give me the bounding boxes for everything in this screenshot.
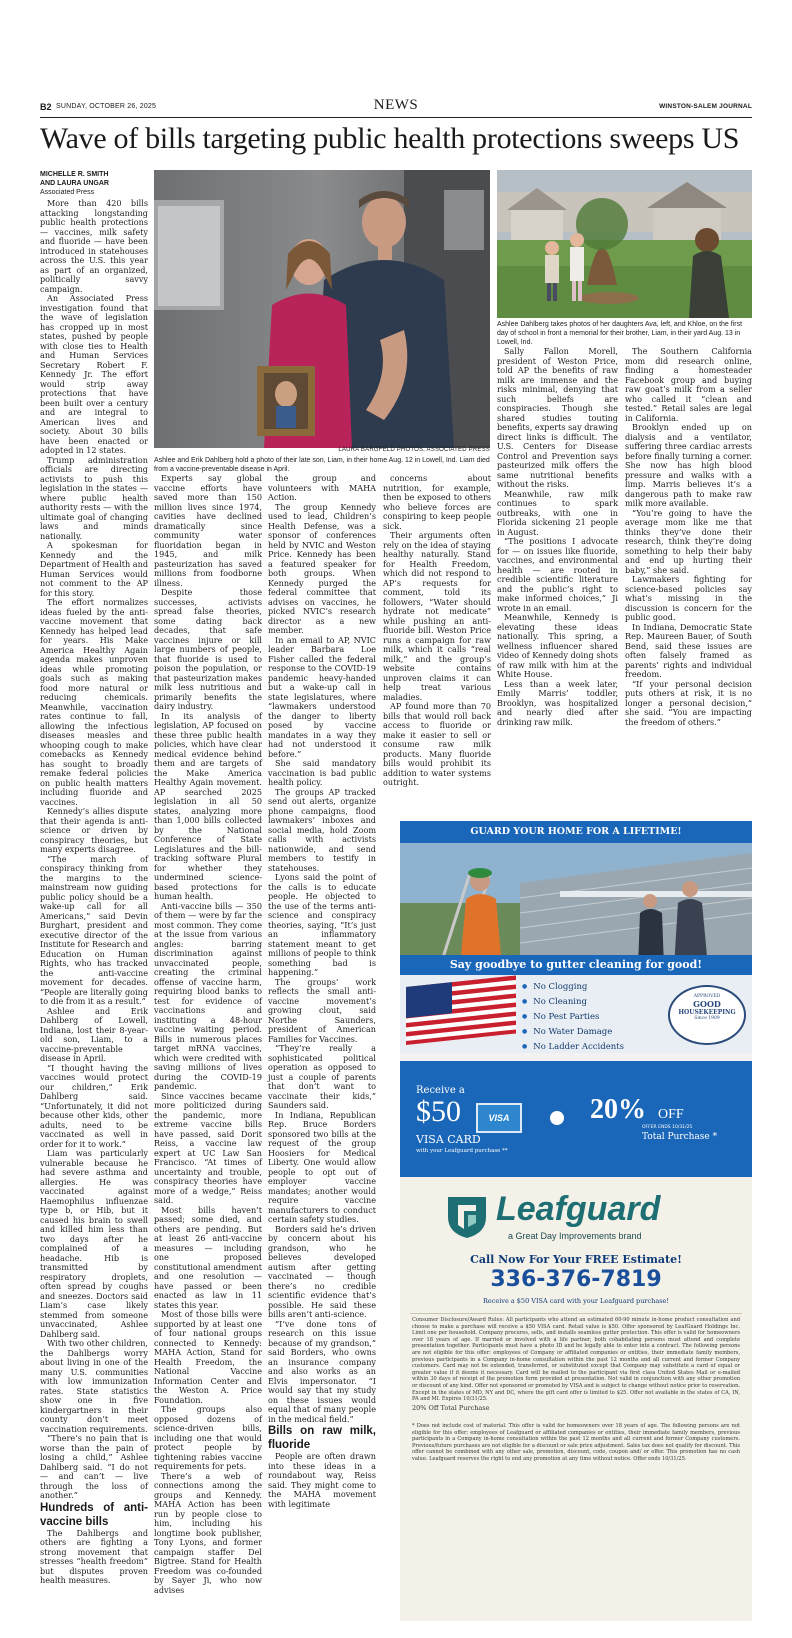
american-flag-icon	[406, 977, 520, 1047]
seal-line1: GOOD	[693, 999, 721, 1009]
article-column-1	[40, 170, 148, 1585]
offer-receive: Receive a	[416, 1085, 465, 1096]
cta-sub: Receive a $50 VISA card with your Leafguard purchase!	[482, 1297, 670, 1305]
paragraph: “You’re going to have the average mom like me that thinks they’ve done their research, think they’re doing something to help their baby and end up hurting their baby,” she said.	[625, 507, 752, 575]
paragraph: A spokesman for Kennedy and the Department of Health and Human Services would not comment to the AP for this story.	[40, 540, 148, 598]
offer-card-label: VISA CARD	[416, 1133, 481, 1146]
seal-bottom: Since 1909	[694, 1016, 720, 1021]
paragraph: “The march of conspiracy thinking from the margins to the mainstream now guiding public policy should be a wake-up call for all Americans,” said Devin Burghart, president and executive director of the Institute for Research and Education on Human Rights, who has tracked the anti-vaccine movement for decades. “People are literally going to die from it as a result.”	[40, 853, 148, 1006]
cta-phone[interactable]: 336-376-7819	[490, 1267, 662, 1292]
header-rule	[40, 117, 752, 118]
benefit-item: ● No Clogging	[522, 979, 652, 994]
page-number: B2	[40, 102, 52, 112]
photo-caption-side: Ashlee Dahlberg takes photos of her daughters Ava, left, and Khloe, on the first day of school in front a memorial for their brother, Liam, in their yard Aug. 13 in Lowell, Ind.	[497, 321, 743, 346]
paragraph: People are often drawn into these ideas in a roundabout way, Reiss said. They might come to the MAHA movement with legitimate	[268, 1451, 376, 1509]
ad-photo-installers	[400, 843, 752, 967]
paragraph: In an email to AP, NVIC leader Barbara Loe Fisher called the federal response to the COVID-19 pandemic heavy-handed but a wake-up call in state legislatures, where “lawmakers understood the danger to liberty posed by vaccine mandates in a way they had not understood it before.”	[268, 634, 376, 759]
benefit-item: ● No Pest Parties	[522, 1009, 652, 1024]
offer-amount: $50	[416, 1095, 461, 1128]
paragraph: “They’re really a sophisticated political operation as opposed to just a couple of parents that don’t want to vaccinate their kids,” Saunders said.	[268, 1043, 376, 1110]
benefit-item: ● No Cleaning	[522, 994, 652, 1009]
paragraph: More than 420 bills attacking longstanding public health protections — vaccines, milk safety and fluoride — have been introduced in statehouses across the U.S. this year as part of an organized, politically savvy campaign.	[40, 198, 148, 294]
paragraph: With two other children, the Dahlbergs worry about living in one of the many U.S. communities with low immunization rates. State statistics show one in five kindergartners in their county don’t meet vaccination requirements.	[40, 1338, 148, 1434]
photo-credit: LAURA BARGFELD PHOTOS, ASSOCIATED PRESS	[338, 447, 490, 453]
section-name: NEWS	[373, 97, 419, 113]
paragraph: Ashlee and Erik Dahlberg of Lowell, Indiana, lost their 8-year-old son, Liam, to a vaccine-preventable disease in April.	[40, 1005, 148, 1063]
photo-dahlberg-parents	[154, 170, 490, 448]
ad-brand-panel	[400, 1177, 752, 1621]
photo-memorial-yard	[497, 170, 752, 318]
paragraph: “If your personal decision puts others at risk, it is no longer a personal decision,” she said. “You are impacting the freedom of others.”	[625, 678, 752, 727]
paragraph: The group Kennedy used to lead, Children’s Health Defense, was a sponsor of conferences held by NVIC and Weston Price. Kennedy has been a featured speaker for both groups. When Kennedy purged the federal committee that advises on vaccines, he picked NVIC’s research director as a new member.	[268, 501, 376, 635]
article-column-5	[497, 347, 618, 813]
paragraph: She said mandatory vaccination is bad public health policy.	[268, 758, 376, 787]
paragraph: Less than a week later, Emily Marris’ toddler, Brooklyn, was hospitalized and nearly died after drinking raw milk.	[497, 678, 618, 727]
headline: Wave of bills targeting public health protections sweeps US	[40, 122, 740, 155]
paragraph: The Southern California mom did research online, finding a homesteader Facebook group and buying raw goat’s milk from a seller who called it “clean and tested.” Retail sales are legal in California.	[625, 346, 752, 423]
issue-date: SUNDAY, OCTOBER 26, 2025	[56, 103, 157, 110]
ad-mid-banner: Say goodbye to gutter cleaning for good!	[400, 955, 752, 975]
offer-ends: OFFER ENDS 10/31/25	[642, 1125, 693, 1130]
article-column-4	[383, 474, 491, 814]
paragraph: Lyons said the point of the calls is to educate people. He objected to the use of the terms anti-science and conspiracy theories, saying, “It’s just an inflammatory statement meant to get millions of people to think something bad is happening.”	[268, 872, 376, 977]
paragraph: Their arguments often rely on the idea of staying healthy naturally. Stand for Health Freedom, which did not respond to AP’s requests for comment, told its followers, “Water should hydrate not medicate” while pushing an anti-fluoride bill. Weston Price runs a campaign for raw milk, which it calls “real milk,” and the group’s website contains unproven claims it can help treat various maladies.	[383, 530, 491, 702]
good-housekeeping-seal	[668, 985, 746, 1045]
article-column-3	[268, 474, 376, 1534]
offer-divider-dot	[550, 1111, 564, 1125]
paragraph: Most of those bills were supported by at least one of four national groups connected to Kennedy: MAHA Action, Stand for Health Freedom, the National Vaccine Information Center and the Weston A. Price Foundation.	[154, 1309, 262, 1405]
ad-offer-panel	[400, 1061, 752, 1177]
fine-print-20: 20% Off Total Purchase	[412, 1404, 490, 1412]
paragraph: “I’ve done tons of research on this issue because of my grandson,” said Borders, who owns an insurance company and also works as an Elvis impersonator. “I would say that my study on these issues would equal that of many people in the medical field.”	[268, 1318, 376, 1424]
photo-caption-main: Ashlee and Erik Dahlberg hold a photo of their late son, Liam, in their home Aug. 12 in Lowell, Ind. Liam died from a vaccine-preventable disease in April.	[154, 457, 490, 473]
brand-sub: a Great Day Improvements brand	[508, 1231, 642, 1241]
seal-top: APPROVED	[693, 994, 721, 999]
offer-total: Total Purchase *	[642, 1132, 718, 1142]
ad-divider	[410, 1313, 742, 1314]
paragraph: Sally Fallon Morell, president of Weston Price, told AP the benefits of raw milk are immense and the risks minimal, denying that such beliefs are conspiracies. Though she shared studies touting benefits, experts say drawing direct links is difficult. The U.S. Centers for Disease Control and Prevention says pasteurized milk offers the same nutritional benefits without the risks.	[497, 346, 619, 489]
paragraph: Since vaccines became more politicized during the pandemic, more extreme vaccine bills have passed, said Dorit Reiss, a vaccine law expert at UC Law San Francisco. “At times of uncertainty and trouble, conspiracy theories have more of a wedge,” Reiss said.	[154, 1090, 262, 1205]
subhead: Bills on raw milk, fluoride	[268, 1425, 376, 1451]
paragraph: The groups AP tracked send out alerts, organize phone campaigns, flood lawmakers’ inboxes and social media, hold Zoom calls with activists nationwide, and send members to testify in statehouses.	[268, 786, 376, 873]
paragraph: concerns about nutrition, for example, then be exposed to others who believe forces are conspiring to keep people sick.	[383, 473, 491, 531]
seal-line2: HOUSEKEEPING	[678, 1009, 736, 1016]
paragraph: The groups’ work reflects the small anti-vaccine movement’s growing clout, said Northe Saunders, president of American Families for Vaccines.	[268, 976, 376, 1044]
benefit-item: ● No Water Damage	[522, 1024, 652, 1039]
byline	[40, 170, 148, 197]
leafguard-shield-icon	[446, 1193, 488, 1239]
visa-card-icon: VISA	[476, 1103, 522, 1133]
paragraph: Meanwhile, Kennedy is elevating these ideas nationally. This spring, a wellness influencer shared video of Kennedy doing shots of raw milk with him at the White House.	[497, 612, 618, 679]
ad-top-banner: GUARD YOUR HOME FOR A LIFETIME!	[400, 821, 752, 843]
folio	[40, 97, 752, 116]
offer-card-sub: with your Leafguard purchase **	[416, 1148, 508, 1154]
paragraph: In Indiana, Republican Rep. Bruce Borders sponsored two bills at the request of the group Hoosiers for Medical Liberty. One would allow people to opt out of employer vaccine mandates; another would require vaccine manufacturers to conduct certain safety studies.	[268, 1109, 376, 1224]
ad-benefits-list	[522, 979, 652, 1054]
paragraph: Meanwhile, raw milk continues to spark outbreaks, with one in Florida sickening 21 people in August.	[497, 488, 618, 537]
benefit-item: ● No Ladder Accidents	[522, 1039, 652, 1054]
photo-image	[154, 170, 490, 448]
paragraph: AP found more than 70 bills that would roll back access to fluoride or make it easier to sell or consume raw milk products. Many fluoride bills would prohibit its addition to water systems outright.	[383, 701, 491, 787]
byline-authors-2: AND LAURA UNGAR	[40, 180, 109, 187]
paragraph: Lawmakers fighting for science-based policies say what’s missing in the discussion is concern for the public good.	[625, 574, 752, 622]
byline-org: Associated Press	[40, 189, 95, 196]
paragraph: There’s a web of connections among the groups and Kennedy. MAHA Action has been run by people close to him, including his longtime book publisher, Tony Lyons, and former campaign staffer Del Bigtree. Stand for Health Freedom was co-founded by Sayer Ji, who now advises	[154, 1470, 262, 1595]
paragraph: The effort normalizes ideas fueled by the anti-vaccine movement that Kennedy has helped lead for years. His Make America Healthy Again agenda makes unproven ideas while promoting goals such as making food more natural or reducing chemicals. Meanwhile, vaccination rates continue to fall, allowing the infectious diseases measles and whooping cough to make comebacks as Kennedy has sought to broadly remake federal policies on public health matters including fluoride and vaccines.	[40, 597, 148, 807]
leafguard-ad[interactable]	[400, 821, 752, 1621]
paragraph: “There’s no pain that is worse than the pain of losing a child,” Ashlee Dahlberg said. “I do not — and can’t — live through the loss of another.”	[40, 1433, 148, 1500]
paragraph: Borders said he’s driven by concern about his grandson, who he believes developed autism after getting vaccinated — though there’s no credible scientific evidence that’s possible. He said these bills aren’t anti-science.	[268, 1223, 376, 1319]
fine-print-2: * Does not include cost of material. This offer is valid for homeowners over 18 years of age. The following persons are not eligible for this offer: employees of Leafguard or affiliated companies or entities, their immediate family members, previous participants in a Company in-home consultation within the past 12 months and all current and former Company customers. Previous/future purchases are not eligible for a discount or sale price adjustment. Sales tax does not qualify for discount. This offer cannot be combined with any other sale, promotion, discount, code, coupon and/ or offer. This promotion has no cash value. Leafguard reserves the right to end any promotion at any time without notice. Offer ends 10/31/25.	[412, 1423, 740, 1462]
paragraph: “The positions I advocate for — on issues like fluoride, vaccines, and environmental health — are rooted in credible scientific literature and the public’s right to make informed choices,” Ji wrote in an email.	[497, 536, 618, 613]
paragraph: Kennedy’s allies dispute that their agenda is anti-science or driven by conspiracy theories, but many experts disagree.	[40, 806, 148, 854]
fine-print: Consumer Disclosure/Award Rules: All participants who attend an estimated 60-90 minute in-home product consultation and choose to make a purchase will receive a $50 VISA card. Retail value is $50. Offer sponsored by LeafGuard Holdings Inc. Limit one per household. Company procures, sells, and installs seamless gutter protection. This offer is valid for homeowners over 18 years of age. If married or involved with a life partner, both cohabitating persons must attend and complete presentation together. Participants must have a photo ID and be legally able to enter into a contract. The following persons are not eligible for this offer: employees of Company or affiliated companies or entities, their immediate family members, previous participants in a Company in-home consultation within the past 12 months and all current and former Company customers. Card may not be extended, transferred, or substituted except that Company may substitute a card of equal or greater value if it deems it necessary. Card will be mailed to the participant via first class United States Mail or e-mailed within 30 days of receipt of the promotion form provided at presentation. Not valid in conjunction with any other promotion or discount of any kind. Offer not sponsored or promoted by VISA and is subject to change without notice prior to reservation. Except in the states of MD, NY and DC, where the gift card offer is limited to $25. Offer not available in the states of CA, IN, PA and MI. Expires 10/31/25.	[412, 1317, 740, 1403]
paragraph: Brooklyn ended up on dialysis and a ventilator, suffering three cardiac arrests before finally turning a corner. She now has high blood pressure and walks with a limp. Marris believes it’s a dangerous path to make raw milk more available.	[625, 422, 752, 508]
byline-authors-1: MICHELLE R. SMITH	[40, 171, 109, 178]
paragraph: Trump administration officials are directing activists to push this legislation in the states — where public health authority rests — with the ultimate goal of changing laws and minds nationally.	[40, 454, 148, 541]
paragraph: Most bills haven’t passed; some died, and others are pending. But at least 26 anti-vaccine measures — including one proposed constitutional amendment and one resolution — have passed or been enacted as law in 11 states this year.	[154, 1204, 262, 1310]
photo-image	[497, 170, 752, 318]
paragraph: Experts say global vaccine efforts have saved more than 150 million lives since 1974, cavities have declined dramatically since community water fluoridation began in 1945, and milk pasteurization has saved millions from foodborne illness.	[154, 473, 262, 588]
publication-name: WINSTON-SALEM JOURNAL	[659, 103, 752, 110]
article-column-6	[625, 347, 752, 813]
paragraph: The Dahlbergs and others are fighting a strong movement that stresses “health freedom” but disputes proven health measures.	[40, 1527, 148, 1585]
ad-benefits-panel	[400, 975, 752, 1053]
paragraph: An Associated Press investigation found that the wave of legislation has cropped up in most states, pushed by people with close ties to Health and Human Services Secretary Robert F. Kennedy Jr. The effort would strip away protections that have been built over a century and are integral to American lives and society. About 30 bills have been enacted or adopted in 12 states.	[40, 293, 148, 455]
paragraph: Liam was particularly vulnerable because he had severe asthma and allergies. He was vaccinated against Haemophilus influenzae type b, or Hib, but it caused his brain to swell and killed him less than two days after he complained of a headache. Hib is transmitted by respiratory droplets, often spread by coughs and sneezes. Doctors said Liam’s case likely stemmed from someone unvaccinated, Ashlee Dahlberg said.	[40, 1148, 148, 1339]
paragraph: In Indiana, Democratic State Rep. Maureen Bauer, of South Bend, said these issues are often falsely framed as parents’ rights and individual freedom.	[625, 621, 752, 679]
paragraph: Anti-vaccine bills — 350 of them — were by far the most common. They come at the issue from various angles: barring discrimination against unvaccinated people, creating the criminal offense of vaccine harm, requiring blood banks to test for evidence of vaccinations and instituting a 48-hour vaccine waiting period. Bills in numerous places target mRNA vaccines, which were credited with saving millions of lives during the COVID-19 pandemic.	[154, 900, 262, 1091]
brand-name: Leafguard	[496, 1190, 661, 1228]
paragraph: The groups also opposed dozens of science-driven bills, including one that would protect people by tightening rabies vaccine requirements for pets.	[154, 1404, 262, 1471]
offer-off: OFF	[658, 1107, 684, 1122]
paragraph: “I thought having the vaccines would protect our children,” Erik Dahlberg said. “Unfortunately, it did not because other kids, other adults, need to be vaccinated as well in order for it to work.”	[40, 1062, 148, 1149]
paragraph: Despite those successes, activists spread false theories, some dating back decades, that safe vaccines injure or kill large numbers of people, that fluoride is used to poison the population, or that pasteurization makes milk less nutritious and primarily benefits the dairy industry.	[154, 587, 262, 711]
cta-heading: Call Now For Your FREE Estimate!	[470, 1253, 682, 1266]
ad-photo-image	[400, 843, 752, 967]
offer-percent: 20%	[590, 1094, 646, 1125]
paragraph: In its analysis of legislation, AP focused on these three public health policies, which have clear medical evidence behind them and are targets of the Make America Healthy Again movement. AP searched 2025 legislation in all 50 states, analyzing more than 1,000 bills collected by the National Conference of State Legislatures and the bill-tracking software Plural for whether they undermined science-based protections for human health.	[154, 710, 262, 901]
article-column-2	[154, 473, 262, 1595]
subhead: Hundreds of anti-vaccine bills	[40, 1501, 148, 1528]
paragraph: the group and volunteers with MAHA Action.	[268, 473, 376, 502]
